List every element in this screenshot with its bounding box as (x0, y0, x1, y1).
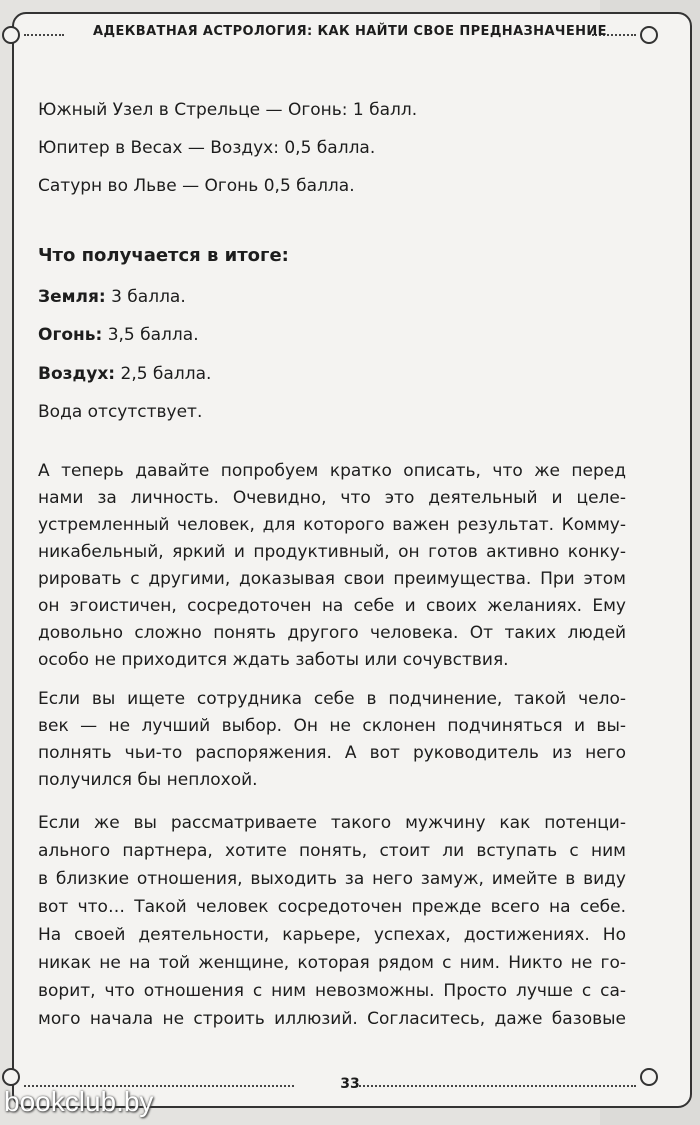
summary-value: 2,5 балла. (115, 364, 212, 384)
running-header: АДЕКВАТНАЯ АСТРОЛОГИЯ: КАК НАЙТИ СВОЕ ПРЕДНАЗНАЧЕНИЕ (93, 24, 607, 39)
paragraph-line: устремленный человек, для которого важен результат. Комму- (38, 515, 626, 535)
summary-item-water: Вода отсутствует. (38, 402, 203, 422)
summary-label: Огонь: (38, 325, 103, 345)
score-line: Сатурн во Льве — Огонь 0,5 балла. (38, 176, 355, 196)
summary-item-earth (38, 286, 186, 308)
paragraph-line: А теперь давайте попробуем кратко описать, что же перед (38, 461, 626, 481)
paragraph-line: Если вы ищете сотрудника себе в подчинение, такой чело- (38, 689, 626, 709)
paragraph-line: ворит, что отношения с ним невозможны. Просто лучше с са- (38, 981, 626, 1001)
summary-item-fire (38, 324, 199, 346)
paragraph-line: особо не приходится ждать заботы или сочувствия. (38, 650, 509, 670)
paragraph-line: он эгоистичен, сосредоточен на себе и своих желаниях. Ему (38, 596, 626, 616)
page-number: 33 (340, 1076, 360, 1092)
paragraph-line: Если же вы рассматриваете такого мужчину как потенци- (38, 813, 626, 833)
paragraph-line: никабельный, яркий и продуктивный, он готов активно конку- (38, 542, 626, 562)
summary-item-air (38, 363, 211, 385)
summary-label: Воздух: (38, 364, 116, 384)
paragraph-line: в близкие отношения, выходить за него замуж, имейте в виду (38, 869, 626, 889)
paragraph-line: век — не лучший выбор. Он не склонен подчиняться и вы- (38, 716, 626, 736)
paragraph-line: получился бы неплохой. (38, 770, 258, 790)
paragraph-line: полнять чьи-то распоряжения. А вот руководитель из него (38, 743, 626, 763)
paragraph-line: рировать с другими, доказывая свои преимущества. При этом (38, 569, 626, 589)
paragraph-line: мого начала не строить иллюзий. Согласитесь, даже базовые (38, 1009, 626, 1029)
summary-value: 3,5 балла. (102, 325, 199, 345)
summary-value: 3 балла. (105, 287, 186, 307)
score-line: Южный Узел в Стрельце — Огонь: 1 балл. (38, 100, 418, 120)
summary-label: Земля: (38, 287, 106, 307)
paragraph-line: На своей деятельности, карьере, успехах, достижениях. Но (38, 925, 626, 945)
paragraph-line: ального партнера, хотите понять, стоит ли вступать с ним (38, 841, 626, 861)
score-line: Юпитер в Весах — Воздух: 0,5 балла. (38, 138, 376, 158)
paragraph-line: довольно сложно понять другого человека. От таких людей (38, 623, 626, 643)
watermark-logo: bookclub.by (4, 1086, 154, 1117)
paragraph-line: никак не на той женщине, которая рядом с ним. Никто не го- (38, 953, 626, 973)
paragraph-line: нами за личность. Очевидно, что это деятельный и целе- (38, 488, 626, 508)
paragraph-line: вот что… Такой человек сосредоточен прежде всего на себе. (38, 897, 626, 917)
summary-heading: Что получается в итоге: (38, 245, 289, 266)
